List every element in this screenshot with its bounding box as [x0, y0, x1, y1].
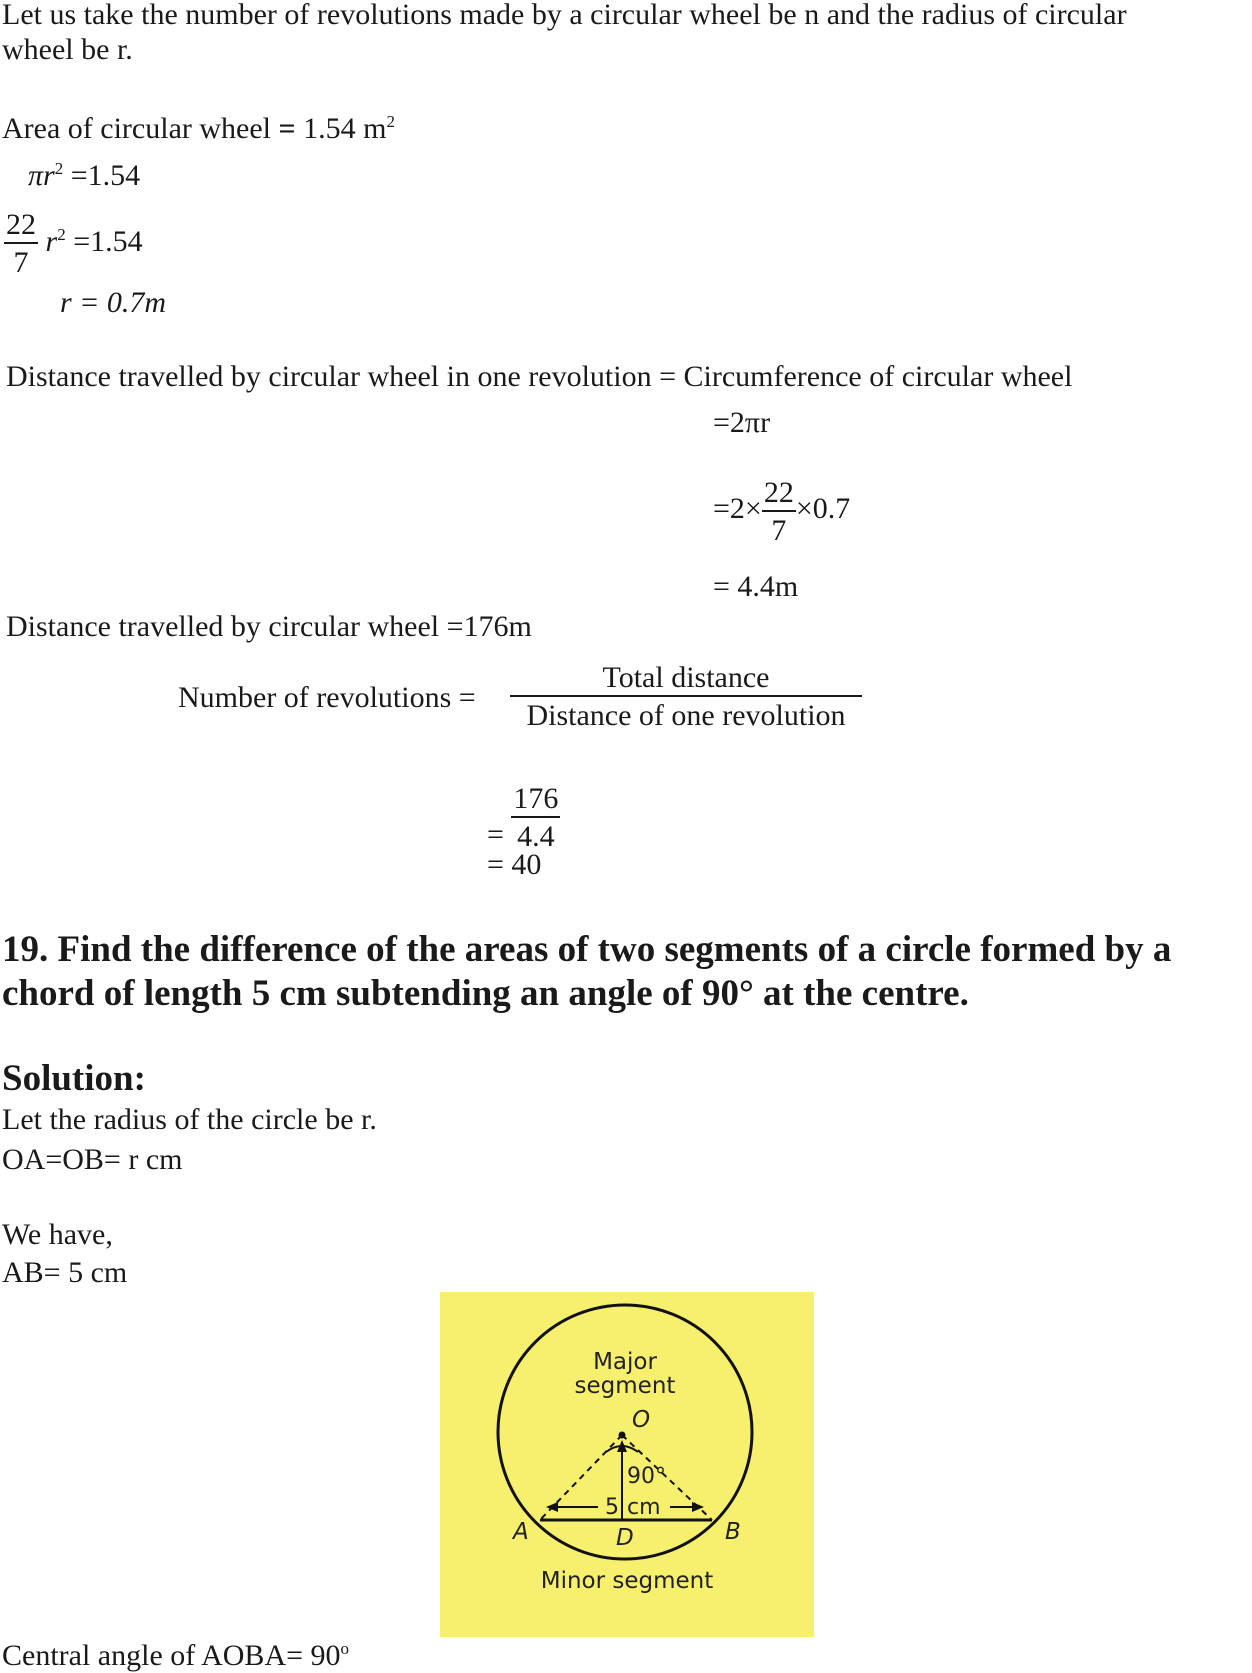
label-major-1: Major	[593, 1349, 657, 1375]
area-equals: =	[278, 112, 296, 145]
label-angle: 90°	[627, 1464, 666, 1489]
area-value: 1.54 m	[303, 112, 387, 145]
revolutions-step-2-fraction	[511, 784, 560, 852]
solution-line-3: We have,	[2, 1218, 113, 1251]
revolutions-step-2-den: 4.4	[517, 820, 555, 853]
revolutions-fraction-box	[510, 663, 862, 731]
question-19: 19. Find the difference of the areas of two segments of a circle formed by a chord of length 5 cm subtending an angle of 90° at the centre.	[2, 929, 1172, 1015]
total-distance: Distance travelled by circular wheel =176m	[6, 610, 532, 643]
one-rev-fraction-num: 22	[762, 478, 796, 512]
label-a: A	[513, 1519, 529, 1545]
label-major-2: segment	[574, 1373, 676, 1399]
area-label: Area of circular wheel	[2, 112, 272, 145]
one-rev-step-1: =2πr	[713, 406, 771, 439]
central-angle	[2, 1640, 349, 1671]
one-rev-step-2	[713, 478, 850, 546]
revolutions-fraction	[510, 663, 862, 731]
one-rev-fraction-den: 7	[771, 514, 787, 547]
intro-line-1: Let us take the number of revolutions made by a circular wheel be n and the radius of circular	[2, 0, 1127, 31]
area-step-1	[28, 160, 140, 191]
centre-point	[619, 1432, 626, 1439]
solution-line-1: Let the radius of the circle be r.	[2, 1103, 377, 1136]
fraction-22-7	[4, 210, 38, 278]
area-step-2-power: 2	[57, 224, 66, 244]
solution-heading: Solution:	[2, 1058, 146, 1099]
area-step-1-rhs: =1.54	[70, 159, 141, 192]
fraction-denominator: 7	[13, 246, 29, 279]
area-step-2-rhs: =1.54	[73, 224, 143, 258]
label-d: D	[616, 1525, 634, 1551]
revolutions-result: = 40	[487, 848, 542, 881]
one-rev-step-2-pre: =2×	[713, 492, 762, 525]
one-rev-step-3: = 4.4m	[713, 570, 799, 603]
one-rev-step-2-post: ×0.7	[795, 492, 851, 525]
label-five: 5	[605, 1495, 619, 1520]
one-rev-label: Distance travelled by circular wheel in one revolution = Circumference of circular wheel	[6, 360, 1073, 393]
fraction-numerator: 22	[4, 210, 38, 244]
revolutions-numerator: Total distance	[510, 663, 862, 697]
label-cm: cm	[627, 1495, 661, 1520]
area-step-3: r = 0.7m	[60, 286, 167, 319]
solution-line-4: AB= 5 cm	[2, 1256, 128, 1289]
circle-segment-figure	[440, 1292, 814, 1637]
central-angle-degree: o	[340, 1639, 350, 1658]
one-rev-fraction	[762, 478, 796, 546]
central-angle-text: Central angle of AOBA= 90	[2, 1639, 341, 1672]
area-step-2-var: r	[45, 224, 58, 258]
area-step-2	[4, 210, 143, 278]
label-minor: Minor segment	[540, 1568, 714, 1594]
revolutions-step-2	[487, 784, 560, 852]
intro-line-2: wheel be r.	[2, 33, 133, 66]
label-b: B	[725, 1519, 741, 1545]
area-step-1-power: 2	[54, 159, 64, 178]
area-power: 2	[386, 112, 395, 131]
solution-line-2: OA=OB= r cm	[2, 1143, 183, 1176]
label-o: O	[632, 1407, 651, 1433]
revolutions-denominator: Distance of one revolution	[526, 699, 846, 732]
revolutions-label: Number of revolutions =	[178, 681, 476, 714]
area-statement	[2, 113, 395, 144]
revolutions-step-2-eq: =	[487, 818, 504, 851]
revolutions-step-2-num: 176	[511, 784, 560, 818]
area-step-1-lhs: πr	[28, 159, 55, 192]
